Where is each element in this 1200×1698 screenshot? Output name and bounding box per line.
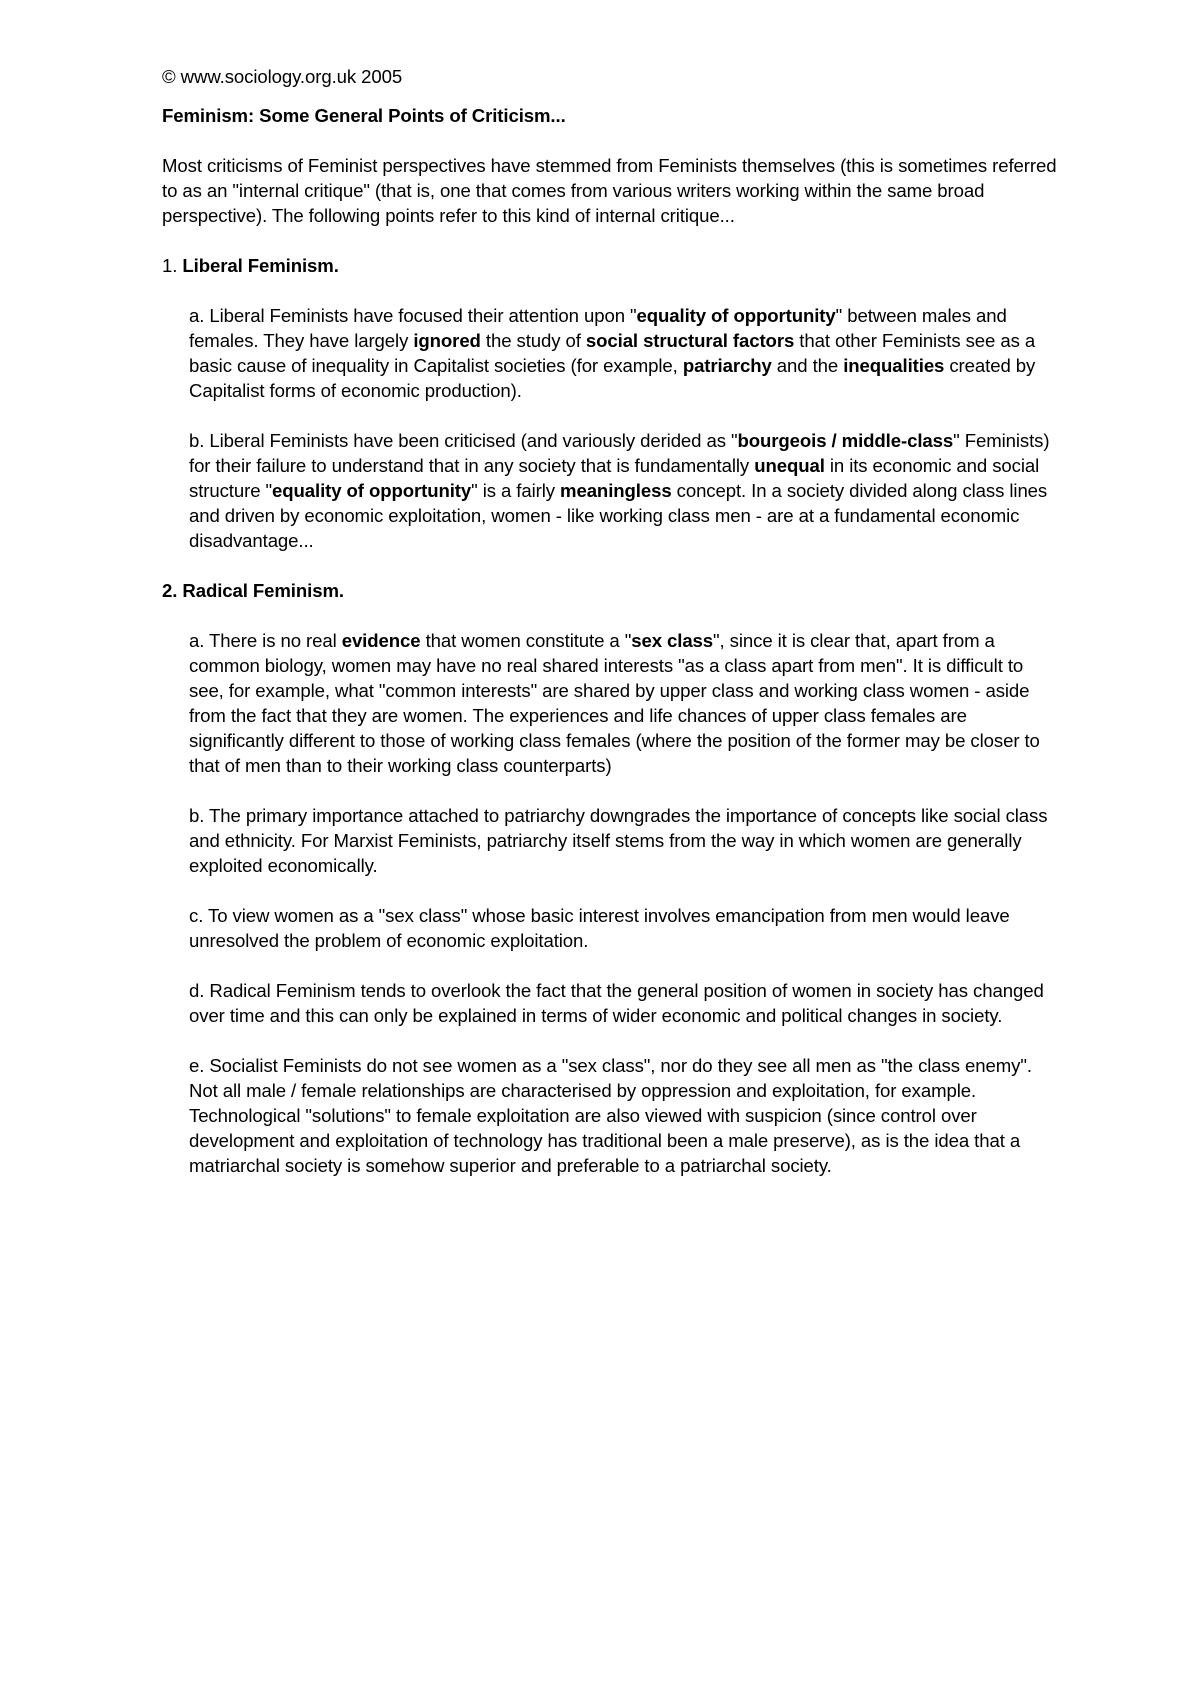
bold-term: equality of opportunity [272,480,472,501]
copyright-line: © www.sociology.org.uk 2005 [162,66,403,87]
bold-term: meaningless [560,480,672,501]
intro-paragraph: Most criticisms of Feminist perspectives have stemmed from Feminists themselves (this is sometimes referred to as an "internal critique" (that is, one that comes from various writers working within the same broad perspective). The following points refer to this kind of internal critique... [162,155,1057,226]
radical-point-b: b. The primary importance attached to patriarchy downgrades the importance of concepts like social class and ethnicity. For Marxist Feminists, patriarchy itself stems from the way in which women are generally exploited economically. [189,805,1048,876]
title-first: Feminism [162,105,248,126]
text-run: a. Liberal Feminists have focused their attention upon " [189,305,637,326]
bold-term: bourgeois / middle-class [737,430,954,451]
section-title-liberal: Liberal Feminism. [182,255,339,276]
bold-term: inequalities [843,355,945,376]
radical-point-a [189,628,1062,778]
bold-term: equality of opportunity [636,305,836,326]
section-number-liberal: 1. [162,255,183,276]
bold-term: sex class [631,630,714,651]
bold-term: unequal [754,455,825,476]
text-run: concept. In a society divided along class lines and driven by economic exploitation, women - like working class men - are at a fundamental economic disadvantage... [189,480,1048,551]
section-heading-liberal [162,253,1062,278]
text-run: that women constitute a " [420,630,632,651]
bold-term: patriarchy [682,355,772,376]
section-heading-radical [162,578,1062,603]
text-run: " Feminists) for their failure to understand that in any society that is fundamentally [189,430,1050,476]
text-run: and the [771,355,844,376]
radical-point-d: d. Radical Feminism tends to overlook the fact that the general position of women in society has changed over time and this can only be explained in terms of wider economic and political changes in society. [189,980,1044,1026]
bold-term: evidence [341,630,421,651]
title-rest: : Some General Points of Criticism... [248,105,566,126]
liberal-point-a [189,303,1062,403]
text-run: ", since it is clear that, apart from a common biology, women may have no real shared interests "as a class apart from men". It is difficult to see, for example, what "common interests" are shared by upper class and working class women - aside from the fact that they are women. The experiences and life chances of upper class females are significantly different to those of working class females (where the position of the former may be closer to that of men than to their working class counterparts) [189,630,1040,776]
document-page [162,64,1062,1203]
text-run: " is a fairly [471,480,561,501]
text-run: b. Liberal Feminists have been criticised (and variously derided as " [189,430,738,451]
liberal-point-b [189,428,1062,553]
text-run: created by Capitalist forms of economic production). [189,355,1036,401]
text-run: in its economic and social structure " [189,455,1040,501]
radical-point-c: c. To view women as a "sex class" whose basic interest involves emancipation from men would leave unresolved the problem of economic exploitation. [189,905,1010,951]
section-title-radical: 2. Radical Feminism. [162,580,344,601]
text-run: that other Feminists see as a basic cause of inequality in Capitalist societies (for example, [189,330,1036,376]
text-run: a. There is no real [189,630,342,651]
radical-point-e: e. Socialist Feminists do not see women as a "sex class", nor do they see all men as "the class enemy". Not all male / female relationships are characterised by oppression and exploitation, for example. Technological "solutions" to female exploitation are also viewed with suspicion (since control over development and exploitation of technology has traditional been a male preserve), as is the idea that a matriarchal society is somehow superior and preferable to a patriarchal society. [189,1055,1032,1176]
text-run: " between males and females. They have largely [189,305,1007,351]
bold-term: ignored [413,330,481,351]
document-title [162,103,1062,128]
bold-term: social structural factors [585,330,795,351]
text-run: the study of [480,330,586,351]
